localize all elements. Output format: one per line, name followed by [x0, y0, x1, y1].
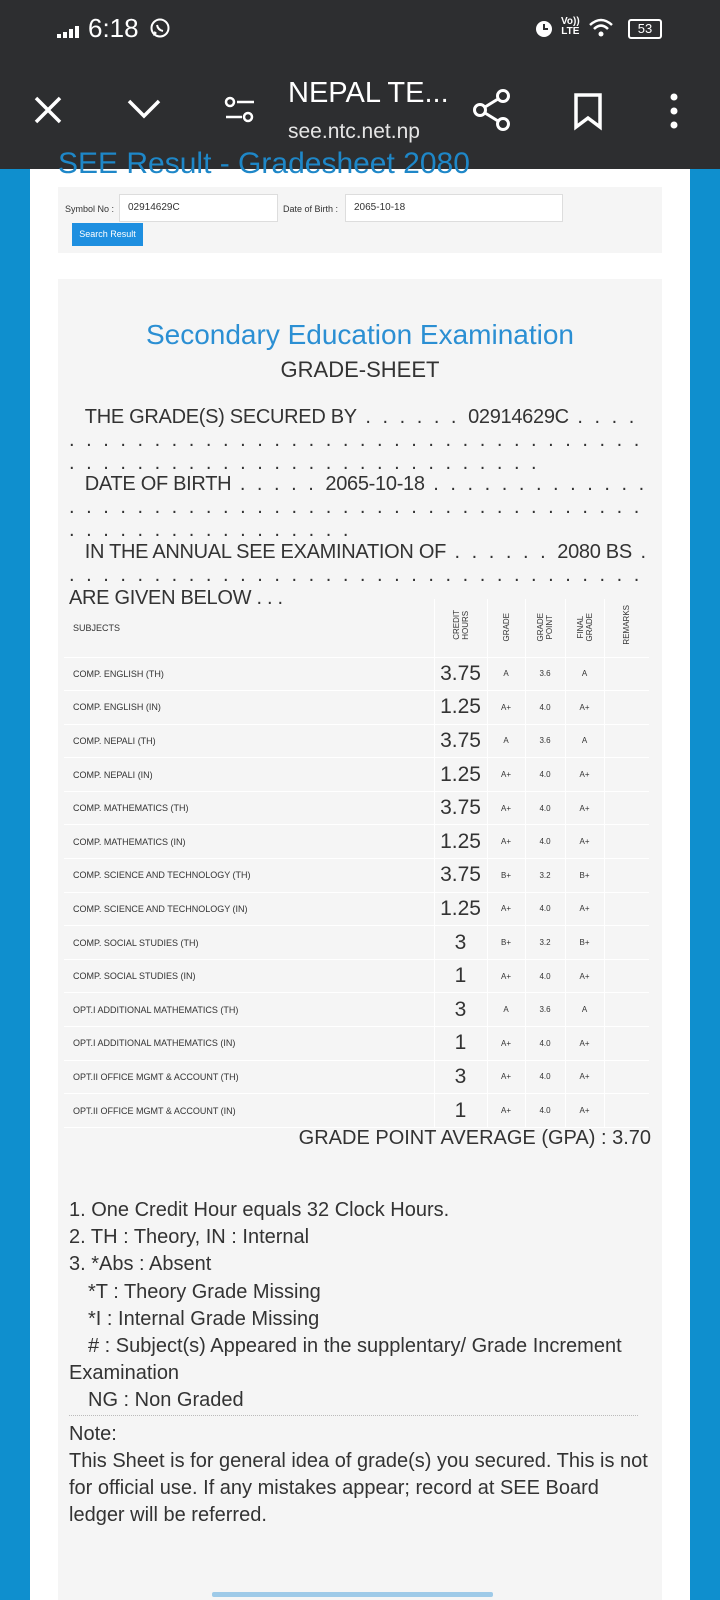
remarks-cell — [604, 691, 649, 725]
grade-cell: A — [487, 724, 525, 758]
credit-hours-cell: 3.75 — [434, 657, 487, 691]
grade-point-cell: 4.0 — [525, 791, 565, 825]
subject-cell: OPT.I ADDITIONAL MATHEMATICS (IN) — [64, 1027, 434, 1061]
credit-hours-cell: 1.25 — [434, 691, 487, 725]
note-item: 2. TH : Theory, IN : Internal — [69, 1226, 310, 1249]
final-grade-cell: A — [565, 993, 604, 1027]
note-item: *T : Theory Grade Missing — [88, 1280, 321, 1303]
grade-cell: A+ — [487, 791, 525, 825]
subject-cell: COMP. ENGLISH (TH) — [64, 657, 434, 691]
secured-prefix: THE GRADE(S) SECURED BY — [84, 406, 357, 428]
credit-hours-cell: 1.25 — [434, 892, 487, 926]
final-grade-cell: A+ — [565, 1094, 604, 1128]
credit-hours-cell: 1.25 — [434, 758, 487, 792]
grade-point-cell: 4.0 — [525, 758, 565, 792]
grade-cell: A+ — [487, 691, 525, 725]
table-row — [64, 657, 649, 691]
table-row — [64, 758, 649, 792]
chevron-down-icon[interactable] — [126, 98, 162, 120]
dob-prefix: DATE OF BIRTH — [84, 473, 232, 495]
credit-hours-cell: 3.75 — [434, 724, 487, 758]
table-row — [64, 892, 649, 926]
subject-cell: COMP. MATHEMATICS (IN) — [64, 825, 434, 859]
disclaimer — [69, 1421, 654, 1529]
final-grade-cell: A+ — [565, 791, 604, 825]
note-item: # : Subject(s) Appeared in the supplentary/ Grade Increment — [88, 1335, 622, 1358]
header-final-grade: FINAL GRADE — [575, 612, 594, 641]
subject-cell: COMP. NEPALI (IN) — [64, 758, 434, 792]
final-grade-cell: A+ — [565, 691, 604, 725]
remarks-cell — [604, 724, 649, 758]
subject-cell: COMP. NEPALI (TH) — [64, 724, 434, 758]
note-title: Note: — [69, 1423, 117, 1445]
credit-hours-cell: 3.75 — [434, 791, 487, 825]
final-grade-cell: B+ — [565, 926, 604, 960]
subject-cell: COMP. SCIENCE AND TECHNOLOGY (TH) — [64, 859, 434, 893]
table-row — [64, 791, 649, 825]
divider — [69, 1415, 638, 1416]
final-grade-cell: A — [565, 657, 604, 691]
subject-cell: COMP. MATHEMATICS (TH) — [64, 791, 434, 825]
credit-hours-cell: 1.25 — [434, 825, 487, 859]
sheet-subtitle: GRADE-SHEET — [280, 357, 440, 382]
volte-icon: Vo)) LTE — [561, 16, 580, 37]
notes-list — [69, 1197, 654, 1415]
credit-hours-cell: 3 — [434, 993, 487, 1027]
table-row — [64, 825, 649, 859]
final-grade-cell: A+ — [565, 1060, 604, 1094]
page-heading-partial: SEE Result - Gradesheet 2080 — [58, 147, 470, 180]
final-grade-cell: A+ — [565, 758, 604, 792]
subject-cell: OPT.I ADDITIONAL MATHEMATICS (TH) — [64, 993, 434, 1027]
table-header-row — [64, 599, 649, 657]
dob-input[interactable]: 2065-10-18 — [345, 194, 563, 222]
secured-by-line: THE GRADE(S) SECURED BY . . . . . . 02914629C . . . . . . . . . . . . . . . . . . . . . . . . . . . . . . . . . . . . . . . . . . . . . . . . . . . . . . . . . . . . . . . . . . — [69, 406, 643, 474]
search-result-button[interactable]: Search Result — [72, 223, 143, 246]
table-row — [64, 1060, 649, 1094]
grade-cell: A+ — [487, 892, 525, 926]
note-item: 3. *Abs : Absent — [69, 1253, 212, 1276]
note-item: NG : Non Graded — [88, 1389, 244, 1412]
gpa-value: GRADE POINT AVERAGE (GPA) : 3.70 — [298, 1127, 651, 1149]
symbol-no-label: Symbol No : — [65, 204, 115, 214]
grade-cell: B+ — [487, 859, 525, 893]
credit-hours-cell: 1 — [434, 959, 487, 993]
grades-table — [64, 599, 649, 1128]
wifi-icon — [588, 17, 614, 39]
table-row — [64, 724, 649, 758]
grade-point-cell: 3.2 — [525, 926, 565, 960]
clock: 6:18 — [88, 13, 139, 43]
remarks-cell — [604, 1060, 649, 1094]
note-item: Examination — [69, 1362, 180, 1385]
secured-symbol: 02914629C — [468, 406, 569, 428]
credit-hours-cell: 3 — [434, 926, 487, 960]
grade-point-cell: 3.6 — [525, 657, 565, 691]
note-text: This Sheet is for general idea of grade(s) you secured. This is not for official use. If any mistakes appear; record at SEE Board ledger will be referred. — [69, 1450, 648, 1526]
grade-point-cell: 4.0 — [525, 959, 565, 993]
header-credit-hours: CREDIT HOURS — [451, 609, 470, 640]
final-grade-cell: A+ — [565, 1027, 604, 1061]
page-title[interactable]: NEPAL TE... — [288, 77, 449, 109]
bookmark-icon[interactable] — [573, 92, 603, 130]
remarks-cell — [604, 758, 649, 792]
subject-cell: OPT.II OFFICE MGMT & ACCOUNT (IN) — [64, 1094, 434, 1128]
grade-cell: A+ — [487, 825, 525, 859]
subject-cell: COMP. SOCIAL STUDIES (TH) — [64, 926, 434, 960]
web-page — [30, 147, 690, 1600]
credit-hours-cell: 3.75 — [434, 859, 487, 893]
grade-cell: A+ — [487, 758, 525, 792]
grade-cell: A+ — [487, 1060, 525, 1094]
table-row — [64, 1094, 649, 1128]
dob-value: 2065-10-18 — [325, 473, 425, 495]
remarks-cell — [604, 657, 649, 691]
exam-title: Secondary Education Examination — [145, 319, 575, 350]
search-form — [58, 187, 662, 253]
subject-cell: COMP. SCIENCE AND TECHNOLOGY (IN) — [64, 892, 434, 926]
subject-cell: OPT.II OFFICE MGMT & ACCOUNT (TH) — [64, 1060, 434, 1094]
battery-level: 53 — [637, 21, 653, 36]
grade-point-cell: 4.0 — [525, 1027, 565, 1061]
remarks-cell — [604, 1027, 649, 1061]
remarks-cell — [604, 859, 649, 893]
note-item: *I : Internal Grade Missing — [88, 1307, 320, 1330]
battery-icon — [628, 19, 662, 39]
grade-cell: A+ — [487, 959, 525, 993]
exam-year: 2080 BS — [557, 541, 632, 563]
grade-point-cell: 4.0 — [525, 825, 565, 859]
grade-cell: A+ — [487, 1027, 525, 1061]
grade-sheet — [58, 279, 662, 1600]
credit-hours-cell: 1 — [434, 1094, 487, 1128]
remarks-cell — [604, 993, 649, 1027]
table-row — [64, 926, 649, 960]
grade-cell: B+ — [487, 926, 525, 960]
symbol-no-input[interactable]: 02914629C — [119, 194, 278, 222]
remarks-cell — [604, 892, 649, 926]
grade-cell: A — [487, 657, 525, 691]
header-subjects: SUBJECTS — [64, 599, 434, 657]
grade-point-cell: 4.0 — [525, 1094, 565, 1128]
signal-icon — [57, 26, 81, 38]
grade-point-cell: 4.0 — [525, 892, 565, 926]
page-url[interactable]: see.ntc.net.np — [288, 120, 420, 143]
remarks-cell — [604, 791, 649, 825]
dob-label: Date of Birth : — [283, 204, 339, 214]
table-row — [64, 691, 649, 725]
remarks-cell — [604, 926, 649, 960]
grade-cell: A — [487, 993, 525, 1027]
share-icon[interactable] — [472, 88, 512, 132]
header-grade-point: GRADE POINT — [536, 612, 554, 641]
subject-cell: COMP. ENGLISH (IN) — [64, 691, 434, 725]
grade-point-cell: 3.6 — [525, 993, 565, 1027]
whatsapp-icon — [149, 17, 171, 39]
remarks-cell — [604, 959, 649, 993]
close-icon[interactable] — [33, 95, 63, 125]
dob-line: DATE OF BIRTH . . . . . 2065-10-18 . . . . . . . . . . . . . . . . . . . . . . . . . . . . . . . . . . . . . . . . . . . . . . . . . . . . . . . . . . . . . . . . — [69, 473, 648, 541]
grade-point-cell: 4.0 — [525, 691, 565, 725]
final-grade-cell: A+ — [565, 892, 604, 926]
remarks-cell — [604, 1094, 649, 1128]
grade-point-cell: 4.0 — [525, 1060, 565, 1094]
final-grade-cell: A — [565, 724, 604, 758]
scrollbar[interactable] — [212, 1592, 493, 1597]
table-row — [64, 1027, 649, 1061]
grade-point-cell: 3.6 — [525, 724, 565, 758]
grade-point-cell: 3.2 — [525, 859, 565, 893]
table-row — [64, 959, 649, 993]
more-options-icon[interactable] — [666, 93, 682, 129]
site-settings-icon[interactable] — [224, 95, 256, 125]
exam-suffix: ARE GIVEN BELOW . . . — [69, 587, 283, 609]
header-remarks: REMARKS — [622, 605, 632, 646]
table-row — [64, 993, 649, 1027]
credit-hours-cell: 3 — [434, 1060, 487, 1094]
final-grade-cell: A+ — [565, 959, 604, 993]
status-bar — [0, 0, 720, 56]
credit-hours-cell: 1 — [434, 1027, 487, 1061]
grade-cell: A+ — [487, 1094, 525, 1128]
exam-prefix: IN THE ANNUAL SEE EXAMINATION OF — [84, 541, 446, 563]
alarm-icon — [533, 17, 555, 39]
subject-cell: COMP. SOCIAL STUDIES (IN) — [64, 959, 434, 993]
table-row — [64, 859, 649, 893]
final-grade-cell: A+ — [565, 825, 604, 859]
note-item: 1. One Credit Hour equals 32 Clock Hours. — [69, 1199, 450, 1221]
exam-line: IN THE ANNUAL SEE EXAMINATION OF . . . . . . 2080 BS . . . . . . . . . . . . . . . . . . . . . . . . . . . . . . . . . . . ARE GIVEN BELOW . . . — [69, 541, 650, 609]
remarks-cell — [604, 825, 649, 859]
header-grade: GRADE — [501, 612, 511, 641]
final-grade-cell: B+ — [565, 859, 604, 893]
